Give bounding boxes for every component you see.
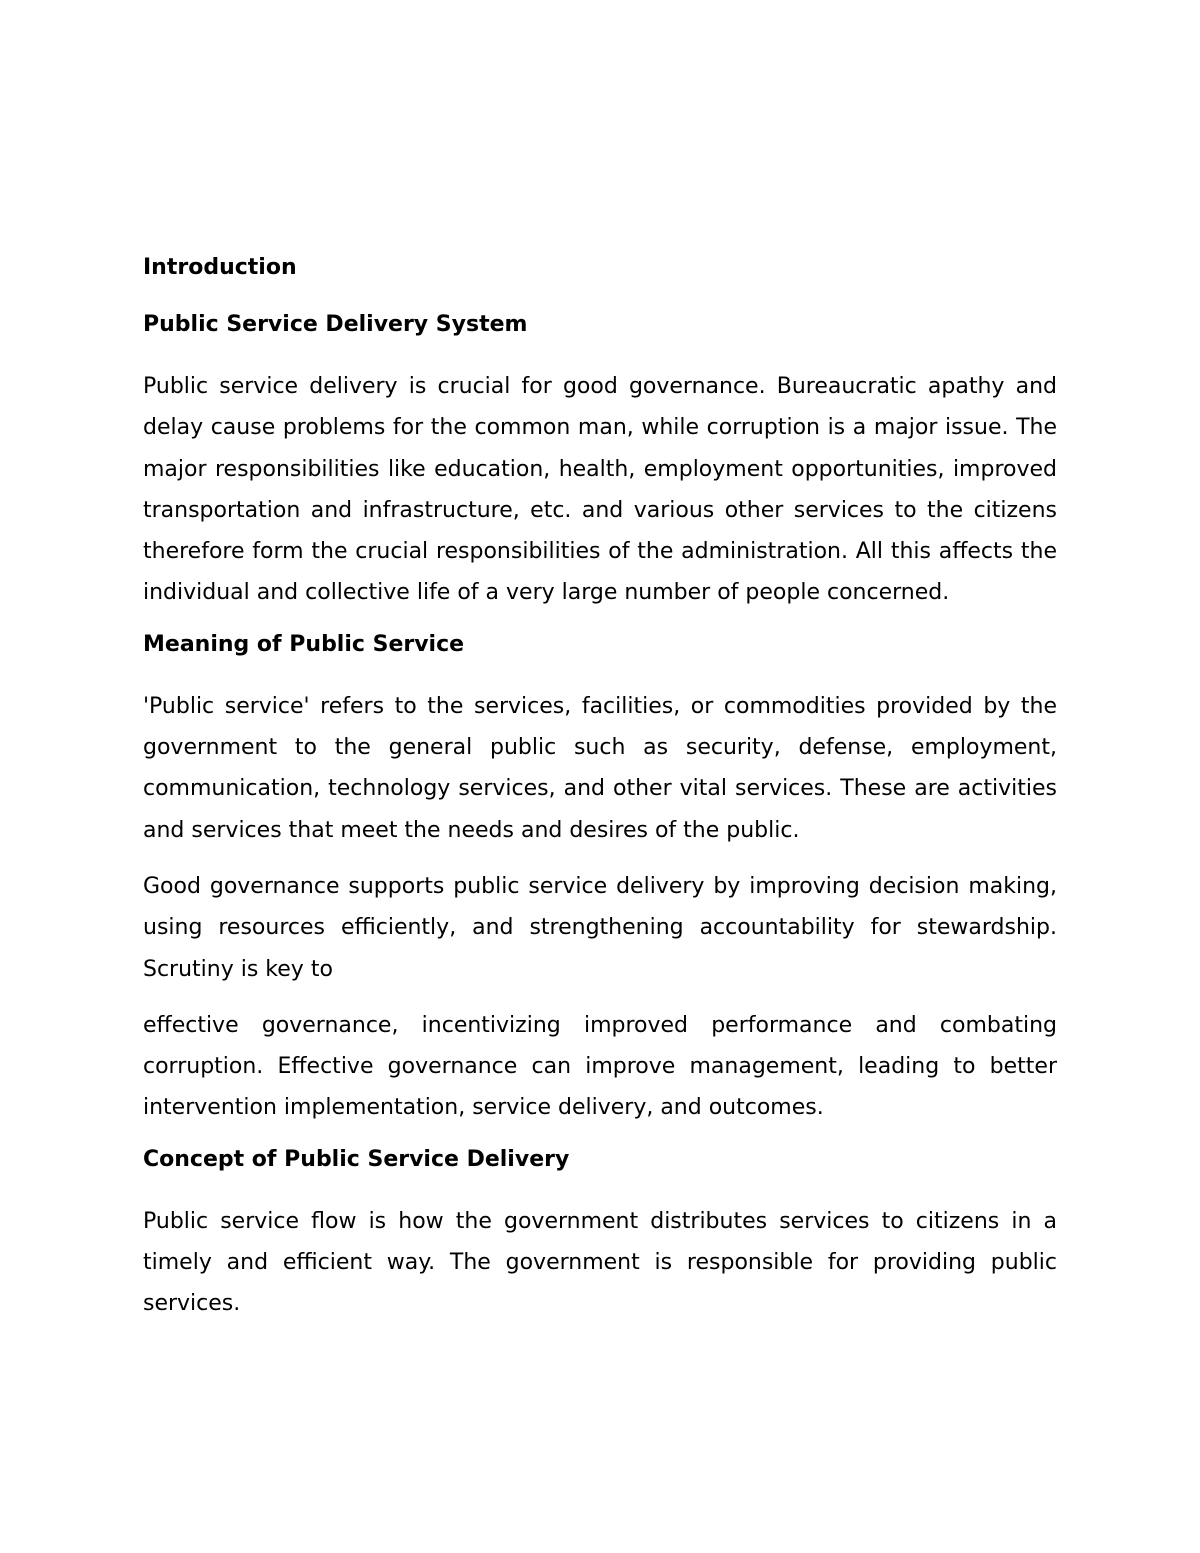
section-heading-public-service-delivery-system: Public Service Delivery System	[143, 312, 528, 337]
paragraph-public-service-flow: Public service flow is how the government distributes services to citizens in a timely and efficient way. The government is responsible for providing public services.	[143, 1208, 1057, 1317]
paragraph-public-service-delivery: Public service delivery is crucial for good governance. Bureaucratic apathy and delay cause problems for the common man, while corruption is a major issue. The major responsibilities like education, health, employment opportunities, improved transportation and infrastructure, etc. and various other services to the citizens therefore form the crucial responsibilities of the administration. All this affects the individual and collective life of a very large number of people concerned.	[143, 374, 1057, 606]
document-page	[143, 252, 1057, 1340]
paragraph-good-governance: Good governance supports public service delivery by improving decision making, using resources efficiently, and strengthening accountability for stewardship. Scrutiny is key to	[143, 873, 1057, 982]
section-heading-concept-of-public-service-delivery: Concept of Public Service Delivery	[143, 1146, 570, 1172]
intro-heading: Introduction	[143, 255, 297, 280]
paragraph-meaning-of-public-service: 'Public service' refers to the services, facilities, or commodities provided by the government to the general public such as security, defense, employment, communication, technology services, and other vital services. These are activities and services that meet the needs and desires of the public.	[143, 693, 1057, 843]
paragraph-effective-governance: effective governance, incentivizing improved performance and combating corruption. Effective governance can improve management, leading to better intervention implementation, service delivery, and outcomes.	[143, 1012, 1057, 1121]
section-heading-meaning-of-public-service: Meaning of Public Service	[143, 631, 465, 657]
